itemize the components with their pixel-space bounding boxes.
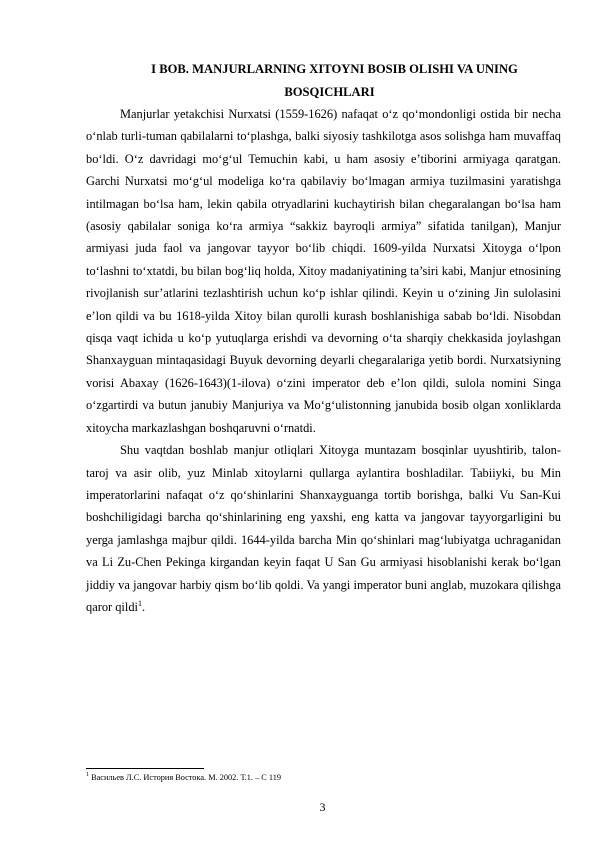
footnote-reference[interactable]: 1 (137, 598, 142, 608)
paragraph-2: Shu vaqtdan boshlab manjur otliqlari Xitoyga muntazam bosqinlar uyushtirib, talon-taroj va asir olib, yuz Minlab xitoylarni qullarga aylantira boshladilar. Tabiiyki, bu Min imperatorlarini nafaqat o‘z qo‘shinlarini Shanxayguanga tortib borishga, balki Vu San-Kui boshchiligidagi barcha qo‘shinlarining eng yaxshi, eng katta va jangovar tayyorgarligini bu yerga jamlashga majbur qildi. 1644-yilda barcha Min qo‘shinlari mag‘lubiyatga uchraganidan va Li Zu-Chen Pekinga kirgandan keyin faqat U San Gu armiyasi hisoblanishi kerak bo‘lgan jiddiy va jangovar harbiy qism bo‘lib qoldi. Va yangi imperator buni anglab, muzokara qilishga qaror qildi$^1$. (86, 443, 561, 614)
paragraph-2-text: Shu vaqtdan boshlab manjur otliqlari Xitoyga muntazam bosqinlar uyushtirib, talon-taroj va asir olib, yuz Minlab xitoylarni qullarga aylantira boshladilar. Tabiiyki, bu Min imperatorlarini nafaqat o‘z qo‘shinlarini Shanxayguanga tortib borishga, balki Vu San-Kui boshchiligidagi barcha qo‘shinlarining eng yaxshi, eng katta va jangovar tayyorgarligini bu yerga jamlashga majbur qildi. 1644-yilda barcha Min qo‘shinlari mag‘lubiyatga uchraganidan va Li Zu-Chen Pekinga kirgandan keyin faqat U San Gu armiyasi hisoblanishi kerak bo‘lgan jiddiy va jangovar harbiy qism bo‘lib qoldi. Va yangi imperator buni anglab, muzokara qilishga qaror qildi (86, 443, 561, 614)
chapter-heading-line-1: I BOB. MANJURLARNING XITOYNI BOSIB OLISHI VA UNING (151, 62, 518, 76)
paragraph-1: Manjurlar yetakchisi Nurxatsi (1559-1626) nafaqat o‘z qo‘mondonligi ostida bir necha o‘nlab turli-tuman qabilalarni to‘plashga, balki siyosiy tashkilotga asos solishga ham muvaffaq bo‘ldi. O‘z davridagi mo‘g‘ul Temuchin kabi, u ham asosiy e’tiborini armiyaga qaratgan. Garchi Nurxatsi mo‘g‘ul modeliga ko‘ra qabilaviy bo‘lmagan armiya tuzilmasini yaratishga intilmagan bo‘lsa ham, lekin qabila otryadlarini kuchaytirish bilan chegaralangan bo‘lsa ham (asosiy qabilalar soniga ko‘ra armiya “sakkiz bayroqli armiya” sifatida tanilgan), Manjur armiyasi juda faol va jangovar tayyor bo‘lib chiqdi. 1609-yilda Nurxatsi Xitoyga o‘lpon to‘lashni to‘xtatdi, bu bilan bog‘liq holda, Xitoy madaniyatining ta’siri kabi, Manjur etnosining rivojlanish sur’atlarini tezlashtirish uchun ko‘p ishlar qilindi. Keyin u o‘zining Jin sulolasini e’lon qildi va bu 1618-yilda Xitoy bilan qurolli kurash boshlanishiga sabab bo‘ldi. Nisobdan qisqa vaqt ichida u ko‘p yutuqlarga erishdi va devorning o‘ta sharqiy chekkasida joylashgan Shanxayguan mintaqasidagi Buyuk devorning deyarli chegaralariga yetib bordi. Nurxatsiyning vorisi Abaxay (1626-1643)(1-ilova) o‘zini imperator deb e’lon qildi, sulola nomini Singa o‘zgartirdi va butun janubiy Manjuriya va Mo‘g‘ulistonning janubida bosib olgan xonliklarda xitoycha markazlashgan boshqaruvni o‘rnatdi. (86, 107, 561, 435)
body-text (86, 103, 561, 618)
footnote-divider (86, 768, 204, 769)
footnote (86, 772, 561, 783)
chapter-heading (86, 58, 561, 103)
chapter-heading-line-2: BOSQICHLARI (284, 84, 375, 99)
page-number: 3 (319, 800, 326, 814)
footnote-marker: 1 (86, 772, 89, 779)
footnote-text: Васильев Л.С. История Востока. М. 2002. Т.1. – С 119 (91, 773, 282, 782)
